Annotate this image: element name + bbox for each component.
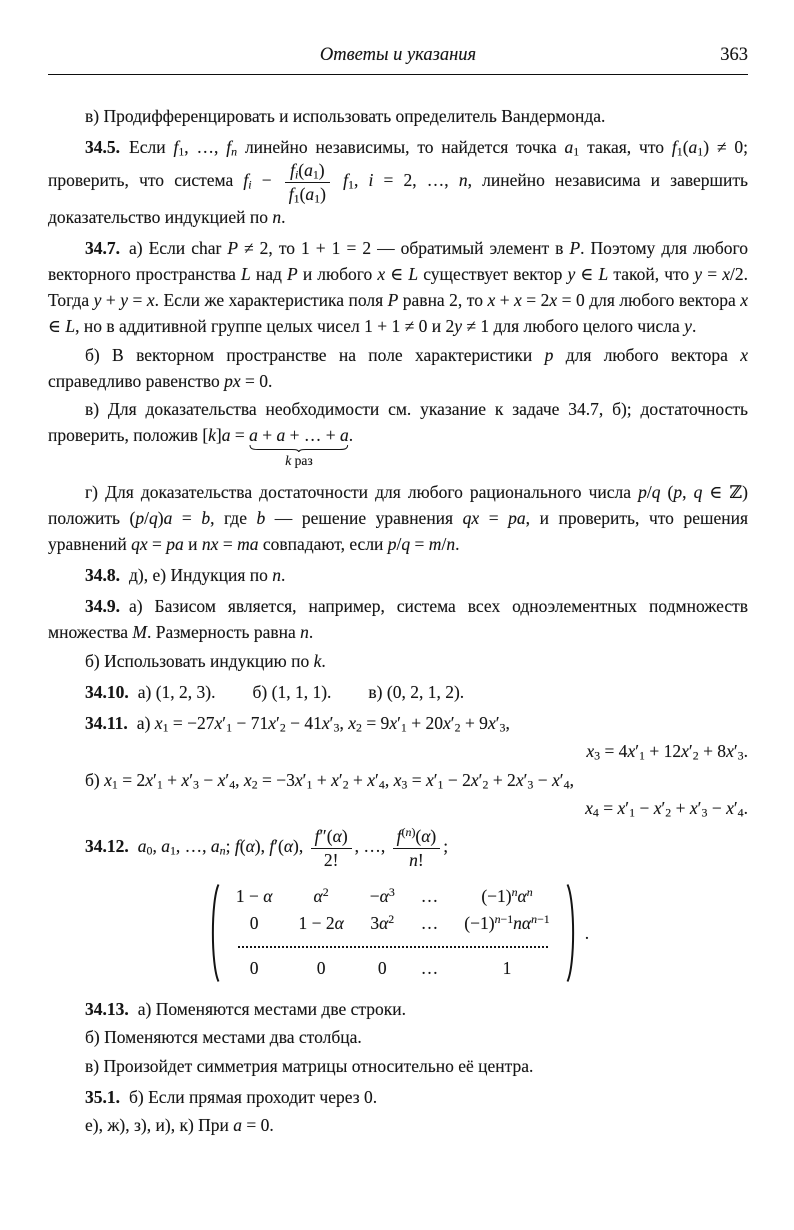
matrix-cell: $-\alpha^3$ bbox=[369, 884, 395, 906]
problem-34-8 bbox=[48, 562, 748, 588]
hint-34-7-g bbox=[48, 479, 748, 557]
text-run: в) (0, 2, 1, 2). bbox=[368, 681, 465, 702]
matrix-cell: 1 bbox=[502, 958, 512, 979]
text-run: а) Если char P ≠ 2, то 1 + 1 = 2 — обратимый элемент в P. Поэтому для любого векторного пространства L над P и любого x ∈ L существует вектор y ∈ L такой, что y = x/2. Тогда y + y = x. Если же характеристика поля P равна 2, то x + x = 2x = 0 для любого вектора x ∈ L, но в аддитивной группе целых чисел 1 + 1 ≠ 0 и 2y ≠ 1 для любого целого числа y. bbox=[48, 238, 748, 337]
text-run: а) (1, 2, 3). bbox=[137, 681, 216, 702]
problem-34-11-b-line1 bbox=[48, 767, 748, 793]
fraction bbox=[311, 826, 352, 870]
underbrace-label: k раз bbox=[285, 453, 313, 469]
text-run: $a_0$, $a_1$, …, $a_n$; f(α), f′(α), bbox=[137, 836, 308, 859]
matrix-row bbox=[223, 883, 563, 911]
header-rule bbox=[48, 74, 748, 75]
matrix-cell: $\alpha^2$ bbox=[313, 884, 329, 906]
page-header bbox=[48, 42, 748, 68]
matrix-cell: 1 − 2α bbox=[298, 913, 344, 934]
problem-34-9-a bbox=[48, 593, 748, 645]
text-run: д), е) Индукция по n. bbox=[129, 565, 286, 586]
underbrace-decoration bbox=[249, 444, 349, 468]
matrix-cell: … bbox=[420, 913, 439, 934]
problem-number: 34.11. bbox=[85, 712, 128, 733]
matrix-cell: $(-1)^n\alpha^n$ bbox=[481, 884, 533, 906]
matrix-row bbox=[223, 955, 563, 983]
matrix-cell: 0 bbox=[316, 958, 326, 979]
fraction bbox=[285, 160, 330, 204]
problem-34-10 bbox=[48, 679, 748, 705]
text-run: а) Поменяются местами две строки. bbox=[137, 998, 406, 1019]
problem-number: 34.10. bbox=[85, 681, 129, 702]
running-title: Ответы и указания bbox=[319, 45, 477, 65]
problem-34-11-b-line2 bbox=[48, 795, 748, 821]
hint-35-1-e-k bbox=[48, 1112, 748, 1138]
text-run: в) Произойдет симметрия матрицы относительно её центра. bbox=[85, 1055, 534, 1076]
hint-34-7-b bbox=[48, 342, 748, 394]
problem-34-11-a-line2 bbox=[48, 738, 748, 764]
matrix-cell: 0 bbox=[377, 958, 387, 979]
fraction bbox=[393, 826, 441, 870]
hint-34-4-v bbox=[48, 103, 748, 129]
text-run: , …, bbox=[354, 836, 390, 857]
problem-number: 34.8. bbox=[85, 565, 120, 586]
underbrace-expression bbox=[249, 422, 349, 469]
text-run: е), ж), з), и), к) При a = 0. bbox=[85, 1115, 274, 1136]
fraction-denominator: 2! bbox=[323, 849, 339, 870]
matrix-dots-cell bbox=[223, 938, 563, 955]
text-run: Если $f_1$, …, $f_n$ линейно независимы, то найдется точка $a_1$ такая, что $f_1(a_1) \ne 0$; проверить, что система $f_i$ − bbox=[48, 137, 749, 192]
problem-number: 34.7. bbox=[85, 238, 120, 259]
hint-34-13-b bbox=[48, 1024, 748, 1050]
matrix-rparen bbox=[566, 883, 579, 983]
matrix-cell: 1 − α bbox=[235, 885, 273, 906]
matrix-cell: 0 bbox=[249, 958, 259, 979]
problem-number: 34.9. bbox=[85, 596, 120, 617]
text-run: б) Поменяются местами два столбца. bbox=[85, 1027, 362, 1048]
page-number: 363 bbox=[720, 45, 748, 65]
matrix-table bbox=[223, 883, 563, 983]
answers-content bbox=[48, 103, 748, 1138]
problem-34-11-a-line1 bbox=[48, 710, 748, 736]
text-run: б) $x_1 = 2x'_1 + x'_3 - x'_4$, $x_2 = -3x'_1 + x'_2 + x'_4$, $x_3 = x'_1 - 2x'_2 + 2x'_3 - x'_4$, bbox=[85, 769, 574, 792]
matrix bbox=[207, 883, 589, 983]
matrix-cell: $(-1)^{n-1}n\alpha^{n-1}$ bbox=[464, 912, 550, 934]
problem-35-1-b bbox=[48, 1084, 748, 1110]
text-run: б) Если прямая проходит через 0. bbox=[129, 1086, 378, 1107]
matrix-cell: 0 bbox=[249, 913, 259, 934]
fraction-numerator: $f_i(a_1)$ bbox=[285, 160, 330, 183]
matrix-period: . bbox=[584, 922, 590, 943]
text-run: г) Для доказательства достаточности для любого рационального числа p/q (p, q ∈ ℤ) положить (p/q)a = b, где b — решение уравнения qx = pa, и проверить, что решения уравнений qx = pa и nx = ma совпадают, если p/q = m/n. bbox=[48, 482, 749, 555]
matrix-cell: $3\alpha^2$ bbox=[370, 912, 395, 934]
text-run: а) $x_1 = -27x'_1 - 71x'_2 - 41x'_3$, $x_2 = 9x'_1 + 20x'_2 + 9x'_3$, bbox=[136, 712, 510, 735]
matrix-lparen-icon bbox=[207, 883, 220, 983]
text-run: $f_1$, i = 2, …, n, линейно независима и завершить доказательство индукцией по n. bbox=[48, 170, 749, 228]
problem-number: 35.1. bbox=[85, 1086, 120, 1107]
problem-34-5 bbox=[48, 134, 748, 230]
hint-34-13-v bbox=[48, 1053, 748, 1079]
problem-number: 34.12. bbox=[85, 836, 129, 857]
text-run: . bbox=[348, 425, 354, 446]
dotted-line bbox=[238, 942, 548, 948]
text-run: $x_4 = x'_1 - x'_2 + x'_3 - x'_4$. bbox=[585, 798, 748, 820]
problem-number: 34.5. bbox=[85, 137, 120, 157]
problem-34-7-a bbox=[48, 235, 748, 339]
matrix-row bbox=[223, 910, 563, 938]
text-run: ; bbox=[443, 836, 449, 857]
matrix-row bbox=[223, 938, 563, 955]
problem-number: 34.13. bbox=[85, 998, 129, 1019]
text-run: а) Базисом является, например, система всех одноэлементных подмножеств множества M. Размерность равна n. bbox=[48, 596, 748, 643]
fraction-numerator: f″(α) bbox=[311, 826, 352, 849]
hint-34-9-b bbox=[48, 648, 748, 674]
matrix-lparen bbox=[207, 883, 220, 983]
text-run: б) (1, 1, 1). bbox=[252, 681, 332, 702]
text-run: $x_3 = 4x'_1 + 12x'_2 + 8x'_3$. bbox=[586, 741, 748, 763]
text-run: б) Использовать индукцию по k. bbox=[85, 650, 326, 671]
fraction-numerator: $f^{(n)}(\alpha)$ bbox=[393, 826, 441, 849]
problem-34-12-intro bbox=[48, 826, 748, 870]
hint-34-7-v bbox=[48, 396, 748, 469]
text-run: в) Для доказательства необходимости см. указание к задаче 34.7, б); достаточность проверить, положив [k]a = bbox=[48, 399, 748, 446]
matrix-cell: … bbox=[420, 885, 439, 906]
problem-34-13-a bbox=[48, 996, 748, 1022]
fraction-denominator: $f_1(a_1)$ bbox=[288, 183, 326, 206]
fraction-denominator: n! bbox=[409, 849, 424, 870]
matrix-34-12 bbox=[48, 883, 748, 990]
text-run: в) Продифференцировать и использовать определитель Вандермонда. bbox=[85, 106, 606, 126]
underbrace-icon bbox=[249, 444, 349, 452]
matrix-cell: … bbox=[420, 958, 439, 979]
underbrace-content: a + a + … + a bbox=[249, 425, 349, 446]
matrix-rparen-icon bbox=[566, 883, 579, 983]
text-run: б) В векторном пространстве на поле характеристики p для любого вектора x справедливо равенство px = 0. bbox=[48, 344, 748, 391]
